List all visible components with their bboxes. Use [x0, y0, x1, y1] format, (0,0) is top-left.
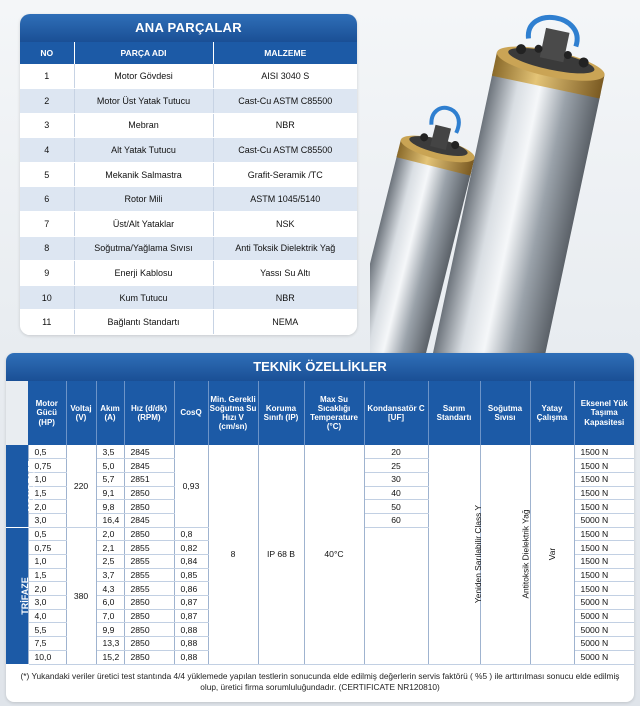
cell-axial-load: 5000 N — [574, 623, 634, 637]
cell-current: 9,8 — [96, 500, 124, 514]
cell-motor-hp: 1,5 — [28, 568, 66, 582]
cell-capacitor: 60 — [364, 513, 428, 527]
parts-cell-no: 6 — [20, 187, 74, 212]
parts-cell-name: Kum Tutucu — [74, 285, 213, 310]
cell-current: 2,5 — [96, 555, 124, 569]
parts-header-name: PARÇA ADI — [74, 42, 213, 64]
parts-cell-name: Mebran — [74, 113, 213, 138]
cell-capacitor: 50 — [364, 500, 428, 514]
cell-current: 15,2 — [96, 650, 124, 664]
cell-current: 9,1 — [96, 486, 124, 500]
parts-panel — [20, 14, 357, 335]
parts-row — [20, 138, 357, 163]
specs-header-coolant: Soğutma Sıvısı — [480, 381, 530, 445]
cell-cosq: 0,88 — [174, 650, 208, 664]
parts-cell-material: Cast-Cu ASTM C85500 — [213, 138, 357, 163]
cell-axial-load: 5000 N — [574, 609, 634, 623]
cell-speed: 2845 — [124, 445, 174, 459]
parts-cell-no: 1 — [20, 64, 74, 89]
specs-header-winding: Sarım Standartı — [428, 381, 480, 445]
parts-cell-name: Rotor Mili — [74, 187, 213, 212]
parts-cell-material: AISI 3040 S — [213, 64, 357, 89]
specs-header-speed: Hız (d/dk) (RPM) — [124, 381, 174, 445]
parts-row — [20, 285, 357, 310]
cell-speed: 2850 — [124, 637, 174, 651]
cell-speed: 2855 — [124, 568, 174, 582]
cell-motor-hp: 0,5 — [28, 445, 66, 459]
specs-header-protection: Koruma Sınıfı (IP) — [258, 381, 304, 445]
cell-motor-hp: 1,5 — [28, 486, 66, 500]
parts-row — [20, 310, 357, 335]
parts-cell-material: Yassı Su Altı — [213, 261, 357, 286]
parts-cell-no: 7 — [20, 212, 74, 237]
cell-capacitor-empty — [364, 527, 428, 664]
cell-speed: 2850 — [124, 486, 174, 500]
cell-cosq: 0,88 — [174, 637, 208, 651]
cell-axial-load: 1500 N — [574, 527, 634, 541]
specs-header-cosq: CosQ — [174, 381, 208, 445]
parts-header-material: MALZEME — [213, 42, 357, 64]
parts-cell-name: Bağlantı Standartı — [74, 310, 213, 335]
parts-cell-no: 3 — [20, 113, 74, 138]
cell-voltage-mono: 220 — [66, 445, 96, 527]
cell-axial-load: 5000 N — [574, 637, 634, 651]
cell-axial-load: 1500 N — [574, 472, 634, 486]
cell-coolant — [480, 445, 530, 664]
cell-voltage-tri: 380 — [66, 527, 96, 664]
cell-cosq: 0,86 — [174, 582, 208, 596]
parts-row — [20, 212, 357, 237]
cell-axial-load: 1500 N — [574, 582, 634, 596]
parts-body — [20, 64, 357, 335]
parts-row — [20, 236, 357, 261]
specs-header-voltage: Voltaj (V) — [66, 381, 96, 445]
parts-cell-material: NBR — [213, 113, 357, 138]
specs-header-horizontal: Yatay Çalışma — [530, 381, 574, 445]
cell-motor-hp: 1,0 — [28, 555, 66, 569]
specs-table — [6, 381, 634, 665]
specs-header-hp: Motor Gücü (HP) — [28, 381, 66, 445]
parts-row — [20, 187, 357, 212]
specs-title: TEKNİK ÖZELLİKLER — [6, 353, 634, 381]
cell-axial-load: 1500 N — [574, 568, 634, 582]
cell-axial-load: 5000 N — [574, 596, 634, 610]
cell-current: 13,3 — [96, 637, 124, 651]
specs-header-current: Akım (A) — [96, 381, 124, 445]
cell-capacitor: 40 — [364, 486, 428, 500]
cell-current: 2,0 — [96, 527, 124, 541]
parts-row — [20, 113, 357, 138]
cell-speed: 2850 — [124, 609, 174, 623]
cell-horizontal-operation — [530, 445, 574, 664]
cell-axial-load: 1500 N — [574, 459, 634, 473]
parts-row — [20, 261, 357, 286]
cell-min-water-speed: 8 — [208, 445, 258, 664]
cell-cosq-mono: 0,93 — [174, 445, 208, 527]
cell-speed: 2850 — [124, 500, 174, 514]
cell-protection-class: IP 68 B — [258, 445, 304, 664]
parts-row — [20, 64, 357, 89]
parts-cell-no: 5 — [20, 162, 74, 187]
cell-current: 6,0 — [96, 596, 124, 610]
cell-current: 16,4 — [96, 513, 124, 527]
parts-header-no: NO — [20, 42, 74, 64]
parts-cell-name: Üst/Alt Yataklar — [74, 212, 213, 237]
parts-cell-no: 10 — [20, 285, 74, 310]
parts-cell-material: Anti Toksik Dielektrik Yağ — [213, 236, 357, 261]
cell-current: 3,7 — [96, 568, 124, 582]
cell-motor-hp: 5,5 — [28, 623, 66, 637]
cell-axial-load: 1500 N — [574, 541, 634, 555]
cell-motor-hp: 7,5 — [28, 637, 66, 651]
specs-header-capacitor: Kondansatör C [UF] — [364, 381, 428, 445]
cell-cosq: 0,87 — [174, 609, 208, 623]
cell-speed: 2851 — [124, 472, 174, 486]
cell-motor-hp: 3,0 — [28, 596, 66, 610]
parts-cell-material: NEMA — [213, 310, 357, 335]
cell-coolant-text: Antitoksik Dielektrik Yağ — [520, 509, 531, 599]
cell-motor-hp: 2,0 — [28, 582, 66, 596]
motor-image-icon — [370, 10, 640, 355]
cell-cosq: 0,87 — [174, 596, 208, 610]
cell-speed: 2845 — [124, 459, 174, 473]
cell-speed: 2855 — [124, 541, 174, 555]
cell-motor-hp: 0,75 — [28, 541, 66, 555]
submersible-motor-illustration — [370, 10, 640, 355]
phase-label-monofaze — [6, 445, 37, 527]
cell-motor-hp: 10,0 — [28, 650, 66, 664]
specs-corner — [6, 381, 28, 445]
cell-capacitor: 20 — [364, 445, 428, 459]
cell-motor-hp: 2,0 — [28, 500, 66, 514]
parts-cell-no: 9 — [20, 261, 74, 286]
parts-cell-name: Mekanik Salmastra — [74, 162, 213, 187]
parts-cell-material: Grafit-Seramik /TC — [213, 162, 357, 187]
cell-speed: 2850 — [124, 623, 174, 637]
cell-speed: 2850 — [124, 596, 174, 610]
parts-cell-name: Enerji Kablosu — [74, 261, 213, 286]
parts-cell-material: ASTM 1045/5140 — [213, 187, 357, 212]
cell-capacitor: 25 — [364, 459, 428, 473]
phase-label-monofaze-text: MONOFAZE — [26, 460, 37, 512]
cell-speed: 2850 — [124, 650, 174, 664]
cell-cosq: 0,84 — [174, 555, 208, 569]
parts-cell-name: Soğutma/Yağlama Sıvısı — [74, 236, 213, 261]
specs-panel — [6, 353, 634, 702]
cell-winding-standard — [428, 445, 483, 664]
cell-axial-load: 1500 N — [574, 555, 634, 569]
phase-label-trifaze-text: TRİFAZE — [19, 576, 30, 615]
cell-cosq: 0,85 — [174, 568, 208, 582]
cell-axial-load: 5000 N — [574, 513, 634, 527]
cell-current: 3,5 — [96, 445, 124, 459]
parts-row — [20, 162, 357, 187]
cell-speed: 2855 — [124, 555, 174, 569]
cell-motor-hp: 4,0 — [28, 609, 66, 623]
cell-motor-hp: 0,5 — [28, 527, 66, 541]
parts-cell-no: 8 — [20, 236, 74, 261]
specs-header-max-temp: Max Su Sıcaklığı Temperature (°C) — [304, 381, 364, 445]
cell-current: 9,9 — [96, 623, 124, 637]
cell-motor-hp: 3,0 — [28, 513, 66, 527]
parts-title: ANA PARÇALAR — [20, 14, 357, 42]
cell-current: 4,3 — [96, 582, 124, 596]
cell-winding-standard-text: Yeniden Sarılabilir Class Y — [472, 505, 483, 604]
cell-axial-load: 1500 N — [574, 500, 634, 514]
specs-header-min-water: Min. Gerekli Soğutma Su Hızı V (cm/sn) — [208, 381, 258, 445]
cell-current: 5,7 — [96, 472, 124, 486]
cell-cosq: 0,8 — [174, 527, 208, 541]
parts-cell-no: 4 — [20, 138, 74, 163]
cell-max-water-temp: 40°C — [304, 445, 364, 664]
cell-motor-hp: 0,75 — [28, 459, 66, 473]
specs-header-row — [6, 381, 634, 445]
cell-horizontal-operation-text: Var — [546, 548, 557, 561]
cell-speed: 2845 — [124, 513, 174, 527]
specs-body — [6, 445, 634, 664]
cell-cosq: 0,88 — [174, 623, 208, 637]
parts-cell-name: Motor Üst Yatak Tutucu — [74, 89, 213, 114]
cell-capacitor: 30 — [364, 472, 428, 486]
cell-current: 5,0 — [96, 459, 124, 473]
specs-header-axial-load: Eksenel Yük Taşıma Kapasitesi — [574, 381, 634, 445]
parts-cell-material: NBR — [213, 285, 357, 310]
cell-axial-load: 1500 N — [574, 445, 634, 459]
parts-row — [20, 89, 357, 114]
parts-header-row — [20, 42, 357, 64]
parts-table — [20, 42, 357, 335]
parts-cell-material: Cast-Cu ASTM C85500 — [213, 89, 357, 114]
parts-cell-no: 11 — [20, 310, 74, 335]
parts-cell-name: Motor Gövdesi — [74, 64, 213, 89]
cell-cosq: 0,82 — [174, 541, 208, 555]
cell-motor-hp: 1,0 — [28, 472, 66, 486]
cell-current: 7,0 — [96, 609, 124, 623]
specs-footnote: (*) Yukandaki veriler üretici test stantında 4/4 yüklemede yapılan testlerin sonucunda elde edilmiş değerlerin servis faktörü ( %5 ) ile arttırılması sonucu elde edilmiş olup, üretici firma sorumluluğundadır. (CERTIFICATE NR120810) — [20, 671, 620, 692]
cell-current: 2,1 — [96, 541, 124, 555]
cell-axial-load: 5000 N — [574, 650, 634, 664]
cell-speed: 2850 — [124, 527, 174, 541]
parts-cell-no: 2 — [20, 89, 74, 114]
specs-row — [6, 445, 634, 459]
cell-axial-load: 1500 N — [574, 486, 634, 500]
parts-cell-name: Alt Yatak Tutucu — [74, 138, 213, 163]
cell-speed: 2855 — [124, 582, 174, 596]
parts-cell-material: NSK — [213, 212, 357, 237]
phase-label-trifaze — [6, 527, 28, 664]
